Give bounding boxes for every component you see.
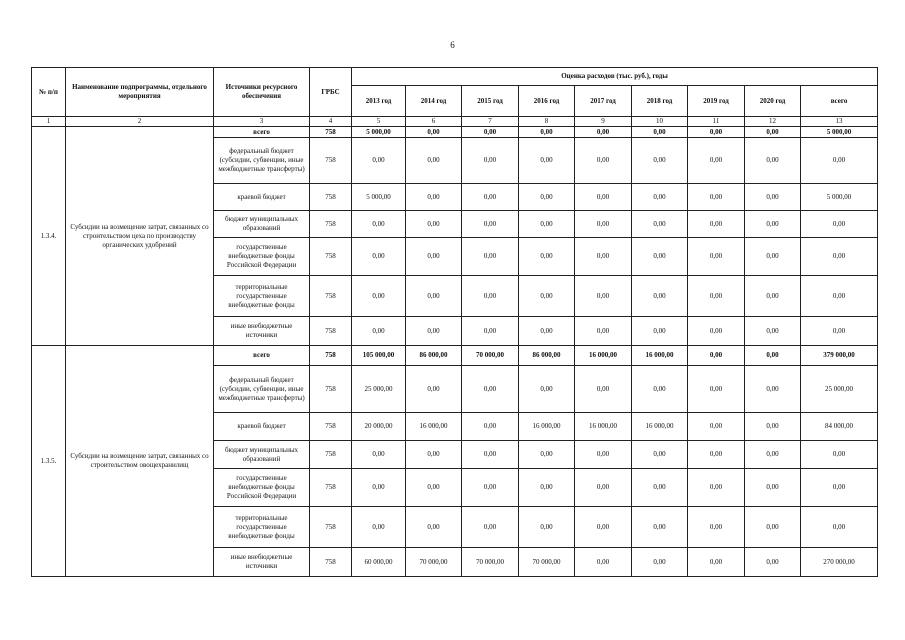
year-value: 0,00 [575,138,632,184]
year-value: 0,00 [406,366,462,413]
header-row [32,68,878,86]
header-year: 2020 год [745,86,801,117]
year-value: 0,00 [519,507,575,548]
year-value: 0,00 [745,138,801,184]
funding-source: территориальные государственные внебюджетные фонды [214,507,310,548]
year-value: 20 000,00 [352,413,406,441]
year-value: 0,00 [352,211,406,238]
year-value: 0,00 [745,548,801,577]
year-value: 0,00 [406,317,462,346]
col-number: 12 [745,117,801,127]
year-value: 0,00 [688,469,745,507]
year-value: 0,00 [632,548,688,577]
year-value: 0,00 [745,184,801,211]
col-number: 10 [632,117,688,127]
header-year: 2013 год [352,86,406,117]
grbs-code: 758 [310,507,352,548]
year-value: 0,00 [352,441,406,469]
year-value: 0,00 [632,507,688,548]
year-value: 0,00 [462,317,519,346]
year-value: 70 000,00 [406,548,462,577]
grbs-code: 758 [310,184,352,211]
grbs-code: 758 [310,346,352,366]
year-value: 0,00 [575,469,632,507]
grbs-code: 758 [310,469,352,507]
year-value: 0,00 [406,127,462,138]
year-value: 0,00 [406,469,462,507]
year-value: 0,00 [519,469,575,507]
funding-source: государственные внебюджетные фонды Российской Федерации [214,469,310,507]
column-number-row [32,117,878,127]
grbs-code: 758 [310,366,352,413]
col-number: 13 [801,117,878,127]
year-value: 0,00 [352,507,406,548]
funding-source: всего [214,346,310,366]
year-value: 0,00 [352,276,406,317]
expense-table [31,67,878,577]
col-number: 4 [310,117,352,127]
funding-source: бюджет муниципальных образований [214,211,310,238]
year-value: 0,00 [688,548,745,577]
funding-source: территориальные государственные внебюджетные фонды [214,276,310,317]
year-value: 0,00 [519,211,575,238]
funding-source: краевой бюджет [214,413,310,441]
year-value: 5 000,00 [352,184,406,211]
header-year: 2018 год [632,86,688,117]
funding-source: федеральный бюджет (субсидии, субвенции, иные межбюджетные трансферты) [214,138,310,184]
funding-source: иные внебюджетные источники [214,317,310,346]
year-value: 0,00 [632,317,688,346]
col-number: 7 [462,117,519,127]
header-year: 2017 год [575,86,632,117]
grbs-code: 758 [310,138,352,184]
header-grbs: ГРБС [310,68,352,117]
year-value: 0,00 [406,138,462,184]
year-value: 0,00 [462,413,519,441]
year-value: 0,00 [462,138,519,184]
year-value: 0,00 [352,138,406,184]
measure-number: 1.3.5. [32,346,66,577]
total-value: 5 000,00 [801,184,878,211]
col-number: 2 [66,117,214,127]
header-estimate: Оценка расходов (тыс. руб.), годы [352,68,878,86]
year-value: 0,00 [688,211,745,238]
funding-source: бюджет муниципальных образований [214,441,310,469]
col-number: 5 [352,117,406,127]
total-value: 0,00 [801,469,878,507]
funding-source: государственные внебюджетные фонды Российской Федерации [214,238,310,276]
year-value: 0,00 [575,127,632,138]
grbs-code: 758 [310,238,352,276]
year-value: 0,00 [575,507,632,548]
year-value: 0,00 [688,413,745,441]
total-value: 379 000,00 [801,346,878,366]
year-value: 16 000,00 [406,413,462,441]
year-value: 0,00 [632,184,688,211]
year-value: 0,00 [575,276,632,317]
col-number: 6 [406,117,462,127]
year-value: 0,00 [745,211,801,238]
year-value: 60 000,00 [352,548,406,577]
total-value: 0,00 [801,138,878,184]
col-number: 11 [688,117,745,127]
year-value: 0,00 [462,507,519,548]
year-value: 0,00 [688,238,745,276]
header-year: 2015 год [462,86,519,117]
year-value: 86 000,00 [519,346,575,366]
measure-name: Субсидии на возмещение затрат, связанных со строительством цеха по производству органических удобрений [66,127,214,346]
year-value: 0,00 [632,469,688,507]
funding-source: федеральный бюджет (субсидии, субвенции, иные межбюджетные трансферты) [214,366,310,413]
year-value: 0,00 [352,469,406,507]
year-value: 0,00 [632,211,688,238]
year-value: 0,00 [519,441,575,469]
year-value: 0,00 [519,317,575,346]
year-value: 0,00 [745,317,801,346]
total-value: 0,00 [801,317,878,346]
year-value: 0,00 [688,317,745,346]
year-value: 5 000,00 [352,127,406,138]
total-value: 0,00 [801,276,878,317]
year-value: 0,00 [519,238,575,276]
grbs-code: 758 [310,211,352,238]
year-value: 0,00 [745,441,801,469]
col-number: 3 [214,117,310,127]
year-value: 0,00 [745,346,801,366]
year-value: 0,00 [632,127,688,138]
year-value: 0,00 [745,413,801,441]
total-value: 0,00 [801,507,878,548]
year-value: 0,00 [688,138,745,184]
year-value: 0,00 [519,366,575,413]
year-value: 0,00 [462,366,519,413]
year-value: 0,00 [519,276,575,317]
total-value: 0,00 [801,441,878,469]
year-value: 0,00 [406,441,462,469]
year-value: 16 000,00 [519,413,575,441]
header-year: 2014 год [406,86,462,117]
year-value: 0,00 [632,276,688,317]
year-value: 0,00 [688,441,745,469]
year-value: 0,00 [688,276,745,317]
header-year: всего [801,86,878,117]
year-value: 16 000,00 [632,346,688,366]
year-value: 0,00 [688,127,745,138]
col-number: 1 [32,117,66,127]
table-row [32,127,878,138]
measure-name: Субсидии на возмещение затрат, связанных со строительством овощехранилищ [66,346,214,577]
header-year: 2016 год [519,86,575,117]
total-value: 5 000,00 [801,127,878,138]
year-value: 0,00 [462,211,519,238]
year-value: 0,00 [462,441,519,469]
header-num: № п/п [32,68,66,117]
header-name: Наименование подпрограммы, отдельного мероприятия [66,68,214,117]
funding-source: иные внебюджетные источники [214,548,310,577]
measure-number: 1.3.4. [32,127,66,346]
header-sources: Источники ресурсного обеспечения [214,68,310,117]
header-year: 2019 год [688,86,745,117]
year-value: 0,00 [688,366,745,413]
year-value: 0,00 [352,317,406,346]
year-value: 0,00 [632,441,688,469]
year-value: 0,00 [632,238,688,276]
grbs-code: 758 [310,441,352,469]
col-number: 9 [575,117,632,127]
total-value: 0,00 [801,211,878,238]
table-body [32,68,878,577]
funding-source: всего [214,127,310,138]
year-value: 0,00 [462,469,519,507]
year-value: 0,00 [575,441,632,469]
year-value: 0,00 [688,184,745,211]
year-value: 0,00 [745,238,801,276]
year-value: 0,00 [352,238,406,276]
year-value: 0,00 [632,366,688,413]
year-value: 105 000,00 [352,346,406,366]
page-number: 6 [450,40,455,50]
year-value: 25 000,00 [352,366,406,413]
year-value: 0,00 [462,238,519,276]
year-value: 0,00 [575,317,632,346]
year-value: 0,00 [519,127,575,138]
year-value: 0,00 [462,276,519,317]
year-value: 0,00 [745,276,801,317]
year-value: 0,00 [406,184,462,211]
year-value: 0,00 [575,211,632,238]
year-value: 70 000,00 [462,548,519,577]
grbs-code: 758 [310,548,352,577]
grbs-code: 758 [310,413,352,441]
year-value: 16 000,00 [575,346,632,366]
year-value: 70 000,00 [462,346,519,366]
year-value: 0,00 [406,211,462,238]
year-value: 0,00 [406,276,462,317]
year-value: 0,00 [519,138,575,184]
grbs-code: 758 [310,127,352,138]
year-value: 0,00 [745,469,801,507]
year-value: 0,00 [688,507,745,548]
year-value: 0,00 [519,184,575,211]
year-value: 0,00 [575,366,632,413]
year-value: 0,00 [688,346,745,366]
year-value: 0,00 [575,184,632,211]
grbs-code: 758 [310,276,352,317]
total-value: 270 000,00 [801,548,878,577]
year-value: 0,00 [745,127,801,138]
year-value: 0,00 [745,366,801,413]
year-value: 0,00 [632,138,688,184]
year-value: 0,00 [575,238,632,276]
funding-source: краевой бюджет [214,184,310,211]
year-value: 16 000,00 [575,413,632,441]
col-number: 8 [519,117,575,127]
table-row [32,346,878,366]
year-value: 0,00 [745,507,801,548]
year-value: 70 000,00 [519,548,575,577]
year-value: 0,00 [575,548,632,577]
grbs-code: 758 [310,317,352,346]
total-value: 0,00 [801,238,878,276]
year-value: 0,00 [462,127,519,138]
total-value: 84 000,00 [801,413,878,441]
year-value: 16 000,00 [632,413,688,441]
year-value: 0,00 [406,238,462,276]
year-value: 86 000,00 [406,346,462,366]
year-value: 0,00 [462,184,519,211]
total-value: 25 000,00 [801,366,878,413]
year-value: 0,00 [406,507,462,548]
